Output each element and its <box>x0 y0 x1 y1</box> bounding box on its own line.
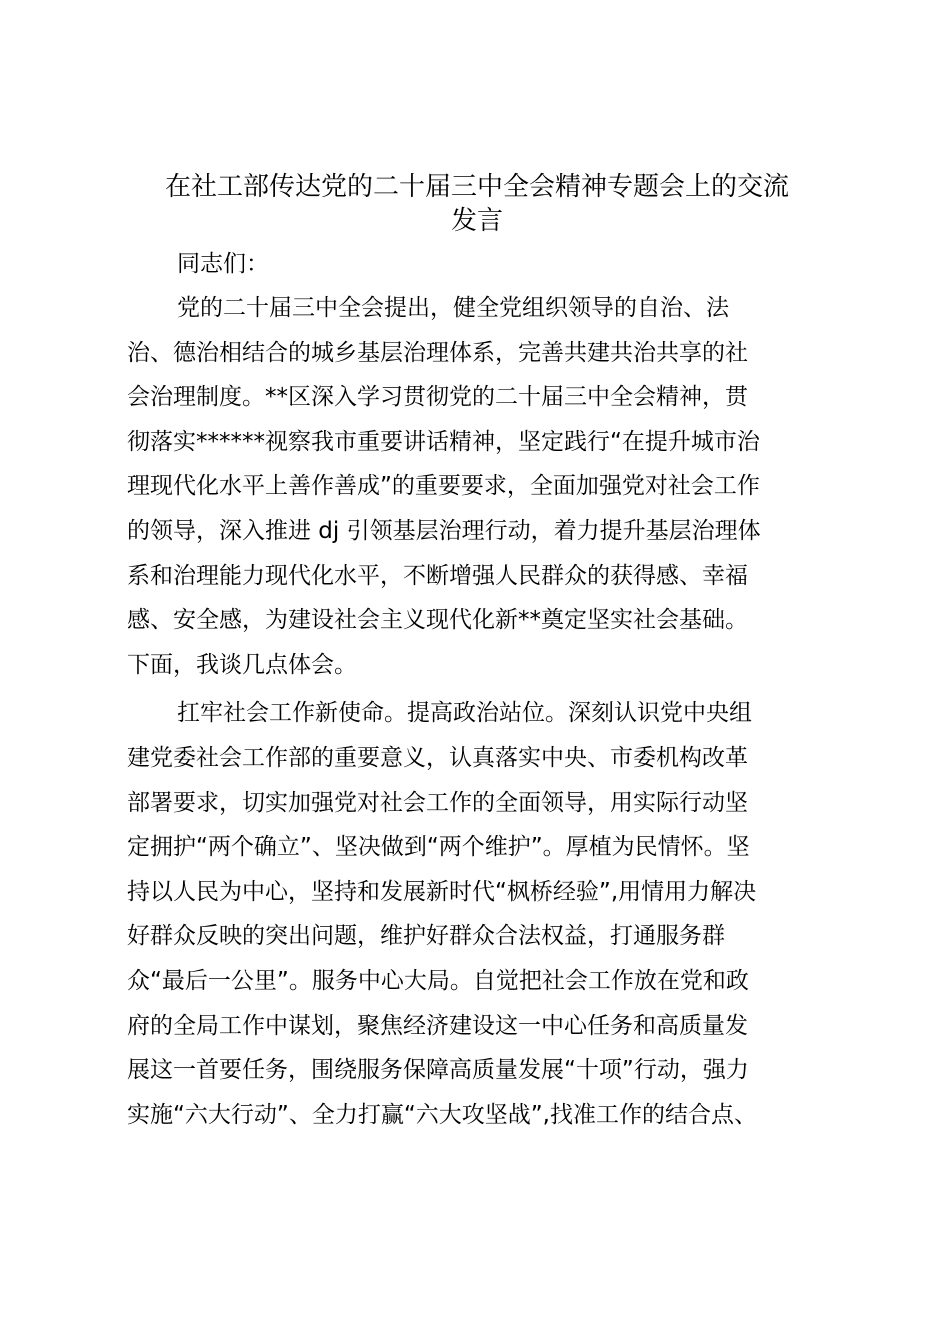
paragraph <box>127 286 827 687</box>
paragraph-line: 众“最后一公里”。服务中心大局。自觉把社会工作放在党和政 <box>127 967 749 994</box>
paragraph <box>127 691 827 1137</box>
paragraph-line: 实施“六大行动”、全力打赢“六大攻坚战”,找准工作的结合点、 <box>127 1101 757 1128</box>
document-title <box>115 170 839 238</box>
paragraph-line: 府的全局工作中谋划，聚焦经济建设这一中心任务和高质量发 <box>127 1012 748 1039</box>
paragraph-line: 会治理制度。**区深入学习贯彻党的二十届三中全会精神，贯 <box>127 384 748 411</box>
paragraph-line: 下面，我谈几点体会。 <box>127 651 357 678</box>
paragraph-line: 展这一首要任务，围绕服务保障高质量发展“十项”行动，强力 <box>127 1057 749 1084</box>
paragraph-line: 治、德治相结合的城乡基层治理体系，完善共建共治共享的社 <box>127 339 748 366</box>
paragraph-line: 扛牢社会工作新使命。提高政治站位。深刻认识党中央组 <box>177 700 752 727</box>
paragraph-line: 部署要求，切实加强党对社会工作的全面领导，用实际行动坚 <box>127 789 748 816</box>
paragraph-line: 的领导，深入推进 dj 引领基层治理行动，着力提升基层治理体 <box>127 517 761 544</box>
greeting: 同志们： <box>177 251 269 277</box>
paragraph-line: 感、安全感，为建设社会主义现代化新**奠定坚实社会基础。 <box>127 607 748 634</box>
title-line: 发言 <box>450 206 503 236</box>
paragraph-line: 彻落实******视察我市重要讲话精神，坚定践行“在提升城市治 <box>127 428 760 455</box>
paragraph-line: 好群众反映的突出问题，维护好群众合法权益，打通服务群 <box>127 923 725 950</box>
paragraph-line: 建党委社会工作部的重要意义，认真落实中央、市委机构改革 <box>127 744 748 771</box>
paragraph-line: 理现代化水平上善作善成”的重要要求，全面加强党对社会工作 <box>127 473 760 500</box>
paragraph-line: 系和治理能力现代化水平，不断增强人民群众的获得感、幸福 <box>127 562 748 589</box>
document-page <box>127 170 827 1137</box>
paragraph-line: 党的二十届三中全会提出，健全党组织领导的自治、法 <box>177 295 729 321</box>
title-line: 在社工部传达党的二十届三中全会精神专题会上的交流 <box>164 172 789 202</box>
paragraph-line: 定拥护“两个确立”、坚决做到“两个维护”。厚植为民情怀。坚 <box>127 834 750 861</box>
paragraph-line: 持以人民为中心，坚持和发展新时代“枫桥经验”,用情用力解决 <box>127 878 757 905</box>
